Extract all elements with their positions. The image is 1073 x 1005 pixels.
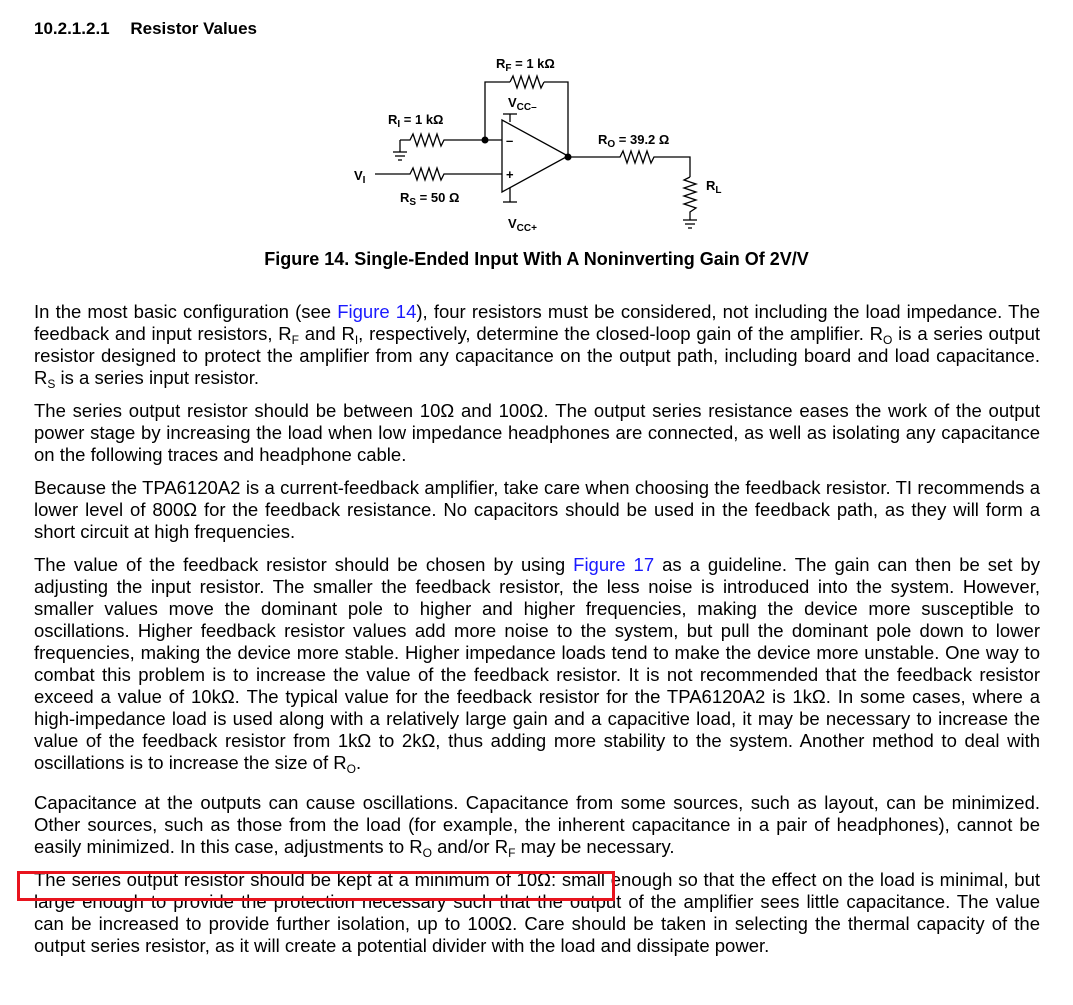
rs-label: $R_S = 50$ Ω [400, 190, 460, 208]
rl-label: $R_L$ [706, 178, 722, 196]
feedback-wire-right [544, 82, 568, 157]
amplifier-schematic [330, 52, 750, 242]
feedback-wire [485, 82, 510, 140]
feedback-node [482, 137, 489, 144]
section-title: Resistor Values [130, 19, 257, 38]
opamp-minus-sign: – [506, 133, 514, 148]
figure-14-link[interactable]: Figure 14 [337, 301, 417, 322]
ri-resistor [400, 134, 485, 146]
paragraph-6: The series output resistor should be kept at a minimum of 10Ω: small enough so that the effect on the load is minimal, but large enough to provide the protection necessary such that the output of the amplifier sees little capacitance. The value can be increased to provide further isolation, up to 100Ω. Care should be taken in selecting the thermal capacity of the output series resistor, as it will create a potential divider with the load and dissipate power. [34, 869, 1040, 956]
ro-label: $R_O = 39.2$ Ω [598, 132, 670, 150]
vi-label: $V_I$ [354, 168, 366, 186]
section-heading [34, 19, 257, 39]
vcc-minus-label: $V_{CC-}$ [508, 95, 537, 113]
paragraph-2: The series output resistor should be between 10Ω and 100Ω. The output series resistance eases the work of the output power stage by increasing the load when low impedance headphones are connected, as well as isolating any capacitance on the following traces and headphone cable. [34, 400, 1040, 465]
paragraph-5: Capacitance at the outputs can cause oscillations. Capacitance from some sources, such as layout, can be minimized. Other sources, such as those from the load (for example, the inherent capacitance in a pair of headphones), cannot be easily minimized. In this case, adjustments to $R_O$ and/or $R_F$ may be necessary. [34, 792, 1040, 860]
body-text [34, 301, 1040, 968]
vcc-plus-label: $V_{CC+}$ [508, 216, 537, 234]
paragraph-1: In the most basic configuration (see Figure 14), four resistors must be considered, not including the load impedance. The feedback and input resistors, $R_F$ and $R_I$, respectively, determine the closed-loop gain of the amplifier. $R_O$ is a series output resistor designed to protect the amplifier from any capacitance on the output path, including board and load capacitance. $R_S$ is a series input resistor. [34, 301, 1040, 391]
opamp-plus-sign: + [506, 167, 514, 182]
highlight-box [17, 871, 615, 901]
figure-caption: Figure 14. Single-Ended Input With A Noninverting Gain Of 2V/V [264, 249, 809, 269]
rf-resistor [510, 76, 544, 88]
figure-17-link[interactable]: Figure 17 [573, 554, 655, 575]
rf-label: $R_F = 1$ kΩ [496, 56, 555, 74]
ro-resistor [568, 151, 690, 177]
ri-label: $R_I = 1$ kΩ [388, 112, 444, 130]
rl-resistor [684, 177, 696, 220]
section-number: 10.2.1.2.1 [34, 19, 110, 38]
rs-resistor [375, 168, 502, 180]
paragraph-4: The value of the feedback resistor should be chosen by using Figure 17 as a guideline. The gain can then be set by adjusting the input resistor. The smaller the feedback resistor, the less noise is introduced into the system. However, smaller values move the dominant pole to higher and higher frequencies, making the device more susceptible to oscillations. Higher feedback resistor values add more noise to the system, but pull the dominant pole down to lower frequencies, making the device more stable. Higher impedance loads tend to make the device more unstable. One way to combat this problem is to increase the value of the feedback resistor. It is not recommended that the feedback resistor exceed a value of 10kΩ. The typical value for the feedback resistor for the TPA6120A2 is 1kΩ. In some cases, where a high-impedance load is used along with a relatively large gain and a capacitive load, it may be necessary to increase the value of the feedback resistor from 1kΩ to 2kΩ, thus adding more stability to the system. Another method to deal with oscillations is to increase the size of $R_O$. [34, 554, 1040, 776]
output-node [565, 154, 572, 161]
paragraph-3: Because the TPA6120A2 is a current-feedback amplifier, take care when choosing the feedback resistor. TI recommends a lower level of 800Ω for the feedback resistance. No capacitors should be used in the feedback path, as they will form a short circuit at high frequencies. [34, 477, 1040, 542]
